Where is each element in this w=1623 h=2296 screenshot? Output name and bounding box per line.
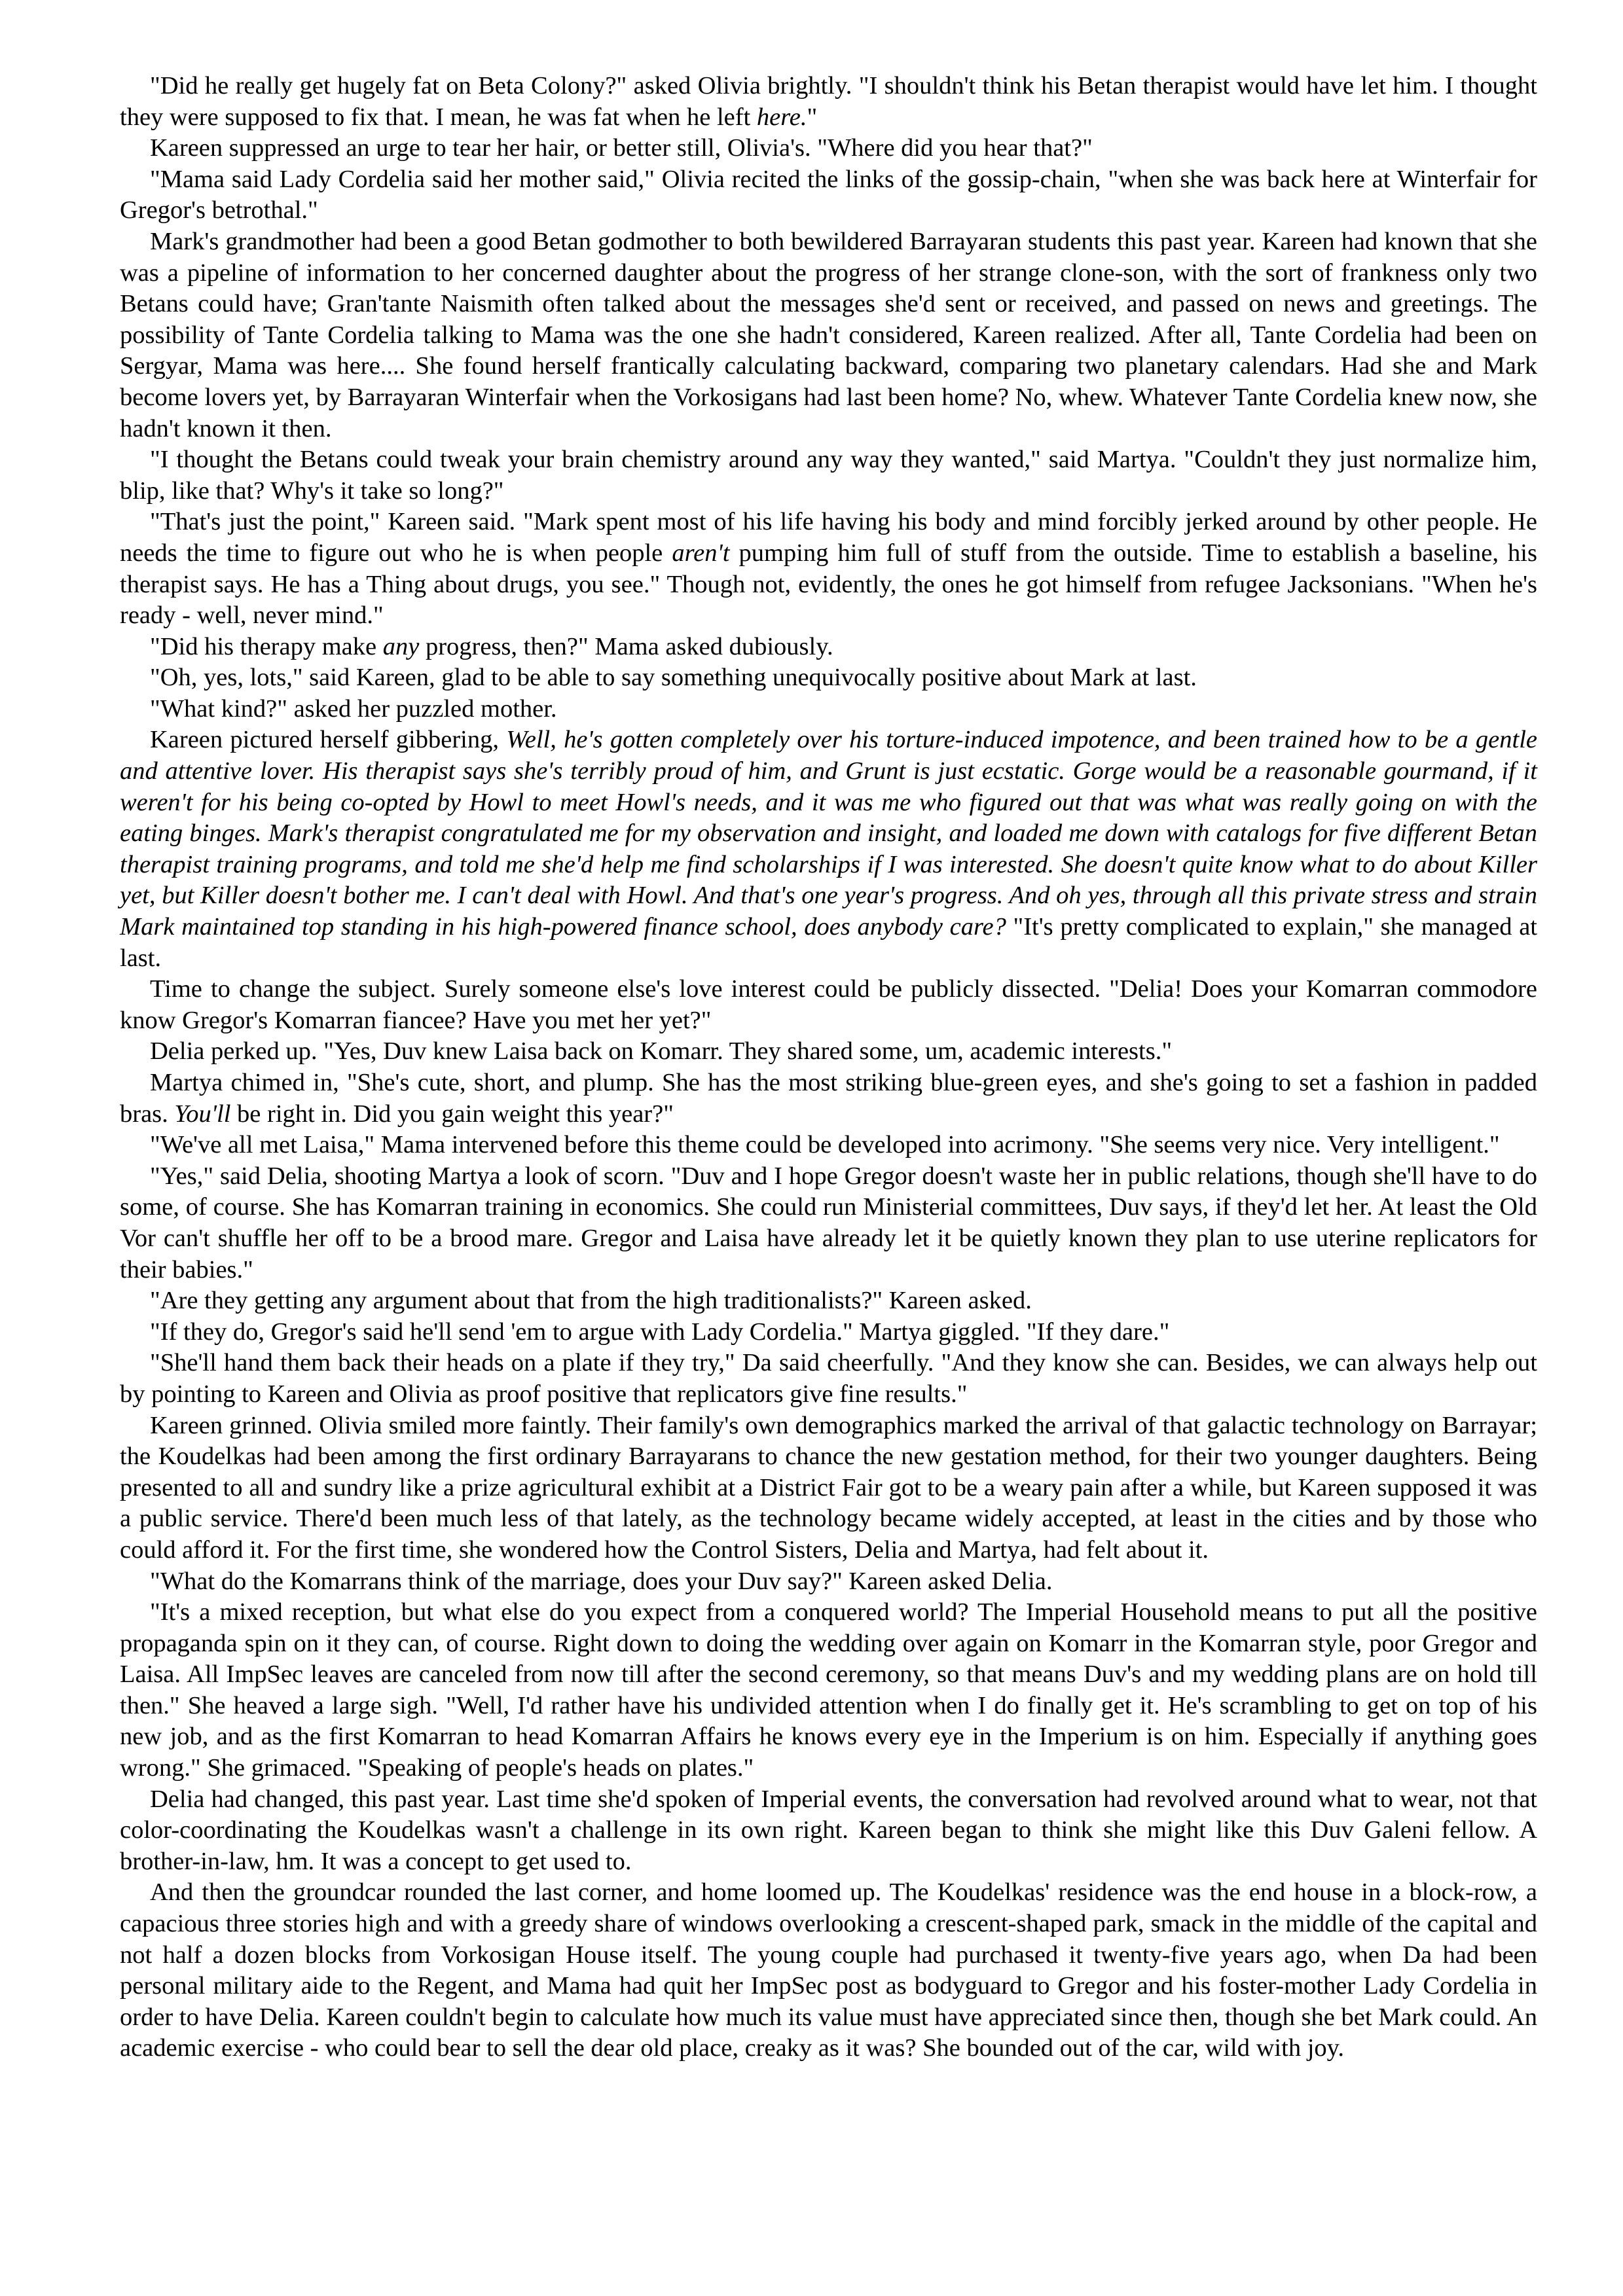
text-run: Delia perked up. "Yes, Duv knew Laisa back on Komarr. They shared some, um, academic interests." (150, 1037, 1173, 1066)
text-run: Kareen pictured herself gibbering, (150, 726, 507, 754)
text-run: "Mama said Lady Cordelia said her mother said," Olivia recited the links of the gossip-chain, "when she was back here at Winterfair for Gregor's betrothal." (120, 165, 1537, 224)
text-run: "Did his therapy make (150, 632, 383, 660)
paragraph (120, 1784, 1537, 1878)
paragraph (120, 1877, 1537, 2064)
text-run: "I thought the Betans could tweak your brain chemistry around any way they wanted," said Martya. "Couldn't they just normalize him, blip, like that? Why's it take so long?" (120, 446, 1537, 505)
text-run: be right in. Did you gain weight this year?" (230, 1100, 674, 1128)
text-run: "Oh, yes, lots," said Kareen, glad to be able to say something unequivocally positive about Mark at last. (150, 664, 1197, 692)
italic-text: You'll (174, 1100, 231, 1128)
text-run: Time to change the subject. Surely someone else's love interest could be publicly dissected. "Delia! Does your Komarran commodore know Gregor's Komarran fiancee? Have you met her yet?" (120, 975, 1537, 1034)
text-run: "Are they getting any argument about that from the high traditionalists?" Kareen asked. (150, 1287, 1032, 1315)
italic-text: Well, he's gotten completely over his torture-induced impotence, and been trained how to be a gentle and attentive lover. His therapist says she's terribly proud of him, and Grunt is just ecstatic. Gorge would be a reasonable gourmand, if it weren't for his being co-opted by Howl to meet Howl's needs, and it was me who figured out that was what was really going on with the eating binges. Mark's therapist congratulated me for my observation and insight, and loaded me down with catalogs for five different Betan therapist training programs, and told me she'd help me find scholarships if I was interested. She doesn't quite know what to do about Killer yet, but Killer doesn't bother me. I can't deal with Howl. And that's one year's progress. And oh yes, through all this private stress and strain Mark maintained top standing in his high-powered finance school, does anybody care? (120, 726, 1538, 941)
paragraph (120, 974, 1537, 1036)
paragraph (120, 1597, 1537, 1784)
text-run: "What kind?" asked her puzzled mother. (150, 694, 557, 723)
text-run: "We've all met Laisa," Mama intervened before this theme could be developed into acrimony. "She seems very nice. Very intelligent." (150, 1131, 1500, 1159)
text-run: Mark's grandmother had been a good Betan godmother to both bewildered Barrayaran students this past year. Kareen had known that she was a pipeline of information to her concerned daughter about the progress of her strange clone-son, with the sort of frankness only two Betans could have; Gran'tante Naismith often talked about the messages she'd sent or received, and passed on news and greetings. The possibility of Tante Cordelia talking to Mama was the one she hadn't considered, Kareen realized. After all, Tante Cordelia had been on Sergyar, Mama was here.... She found herself frantically calculating backward, comparing two planetary calendars. Had she and Mark become lovers yet, by Barrayaran Winterfair when the Vorkosigans had last been home? No, whew. Whatever Tante Cordelia knew now, she hadn't known it then. (120, 227, 1537, 442)
italic-text: aren't (672, 539, 730, 567)
paragraph (120, 694, 1537, 725)
text-run: "Did he really get hugely fat on Beta Colony?" asked Olivia brightly. "I shouldn't think his Betan therapist would have let him. I thought they were supposed to fix that. I mean, he was fat when he left (120, 72, 1537, 131)
italic-text: here. (756, 103, 807, 131)
paragraph (120, 507, 1537, 631)
text-run: "It's a mixed reception, but what else do you expect from a conquered world? The Imperial Household means to put all the positive propaganda spin on it they can, of course. Right down to doing the wedding over again on Komarr in the Komarran style, poor Gregor and Laisa. All ImpSec leaves are canceled from now till after the second ceremony, so that means Duv's and my wedding plans are on hold till then." She heaved a large sigh. "Well, I'd rather have his undivided attention when I do finally get it. He's scrambling to get on top of his new job, and as the first Komarran to head Komarran Affairs he knows every eye in the Imperium is on him. Especially if anything goes wrong." She grimaced. "Speaking of people's heads on plates." (120, 1598, 1537, 1782)
paragraph (120, 1285, 1537, 1317)
paragraph (120, 133, 1537, 164)
text-run: And then the groundcar rounded the last corner, and home loomed up. The Koudelkas' residence was the end house in a block-row, a capacious three stories high and with a greedy share of windows overlooking a crescent-shaped park, smack in the middle of the capital and not half a dozen blocks from Vorkosigan House itself. The young couple had purchased it twenty-five years ago, when Da had been personal military aide to the Regent, and Mama had quit her ImpSec post as bodyguard to Gregor and his foster-mother Lady Cordelia in order to have Delia. Kareen couldn't begin to calculate how much its value must have appreciated since then, though she bet Mark could. An academic exercise - who could bear to sell the dear old place, creaky as it was? She bounded out of the car, wild with joy. (120, 1878, 1537, 2062)
paragraph (120, 1410, 1537, 1566)
text-run: "What do the Komarrans think of the marriage, does your Duv say?" Kareen asked Delia. (150, 1567, 1053, 1595)
paragraph (120, 1348, 1537, 1410)
text-run: Kareen grinned. Olivia smiled more faintly. Their family's own demographics marked the arrival of that galactic technology on Barrayar; the Koudelkas had been among the first ordinary Barrayarans to chance the new gestation method, for their two younger daughters. Being presented to all and sundry like a prize agricultural exhibit at a District Fair got to be a weary pain after a while, but Kareen supposed it was a public service. There'd been much less of that lately, as the technology became widely accepted, at least in the cities and by those who could afford it. For the first time, she wondered how the Control Sisters, Delia and Martya, had felt about it. (120, 1411, 1537, 1564)
paragraph (120, 226, 1537, 444)
paragraph (120, 662, 1537, 694)
text-run: " (807, 103, 818, 131)
text-run: Kareen suppressed an urge to tear her hair, or better still, Olivia's. "Where did you hear that?" (150, 134, 1093, 162)
paragraph (120, 725, 1537, 974)
paragraph (120, 71, 1537, 133)
paragraph (120, 1566, 1537, 1598)
text-run: Martya chimed in, "She's cute, short, and plump. She has the most striking blue-green eyes, and she's going to set a fashion in padded bras. (120, 1069, 1537, 1128)
paragraph (120, 1317, 1537, 1348)
paragraph (120, 1067, 1537, 1130)
text-run: "If they do, Gregor's said he'll send 'em to argue with Lady Cordelia." Martya giggled. "If they dare." (150, 1318, 1170, 1346)
paragraph (120, 444, 1537, 507)
text-run: "Yes," said Delia, shooting Martya a look of scorn. "Duv and I hope Gregor doesn't waste her in public relations, though she'll have to do some, of course. She has Komarran training in economics. She could run Ministerial committees, Duv says, if they'd let her. At least the Old Vor can't shuffle her off to be a brood mare. Gregor and Laisa have already let it be quietly known they plan to use uterine replicators for their babies." (120, 1162, 1537, 1283)
paragraph (120, 1130, 1537, 1161)
paragraph (120, 632, 1537, 663)
paragraph (120, 164, 1537, 226)
text-run: progress, then?" Mama asked dubiously. (419, 632, 833, 660)
paragraph (120, 1161, 1537, 1285)
text-run: Delia had changed, this past year. Last time she'd spoken of Imperial events, the conversation had revolved around what to wear, not that color-coordinating the Koudelkas wasn't a challenge in its own right. Kareen began to think she might like this Duv Galeni fellow. A brother-in-law, hm. It was a concept to get used to. (120, 1785, 1537, 1875)
document-page (120, 71, 1537, 2064)
text-run: "It's pretty complicated to explain," she managed at last. (120, 913, 1537, 972)
text-run: "That's just the point," Kareen said. "Mark spent most of his life having his body and mind forcibly jerked around by other people. He needs the time to figure out who he is when people (120, 508, 1537, 567)
text-run: "She'll hand them back their heads on a plate if they try," Da said cheerfully. "And they know she can. Besides, we can always help out by pointing to Kareen and Olivia as proof positive that replicators give fine results." (120, 1349, 1537, 1408)
italic-text: any (382, 632, 420, 660)
text-run: pumping him full of stuff from the outside. Time to establish a baseline, his therapist says. He has a Thing about drugs, you see." Though not, evidently, the ones he got himself from refugee Jacksonians. "When he's ready - well, never mind." (120, 539, 1537, 630)
paragraph (120, 1036, 1537, 1067)
